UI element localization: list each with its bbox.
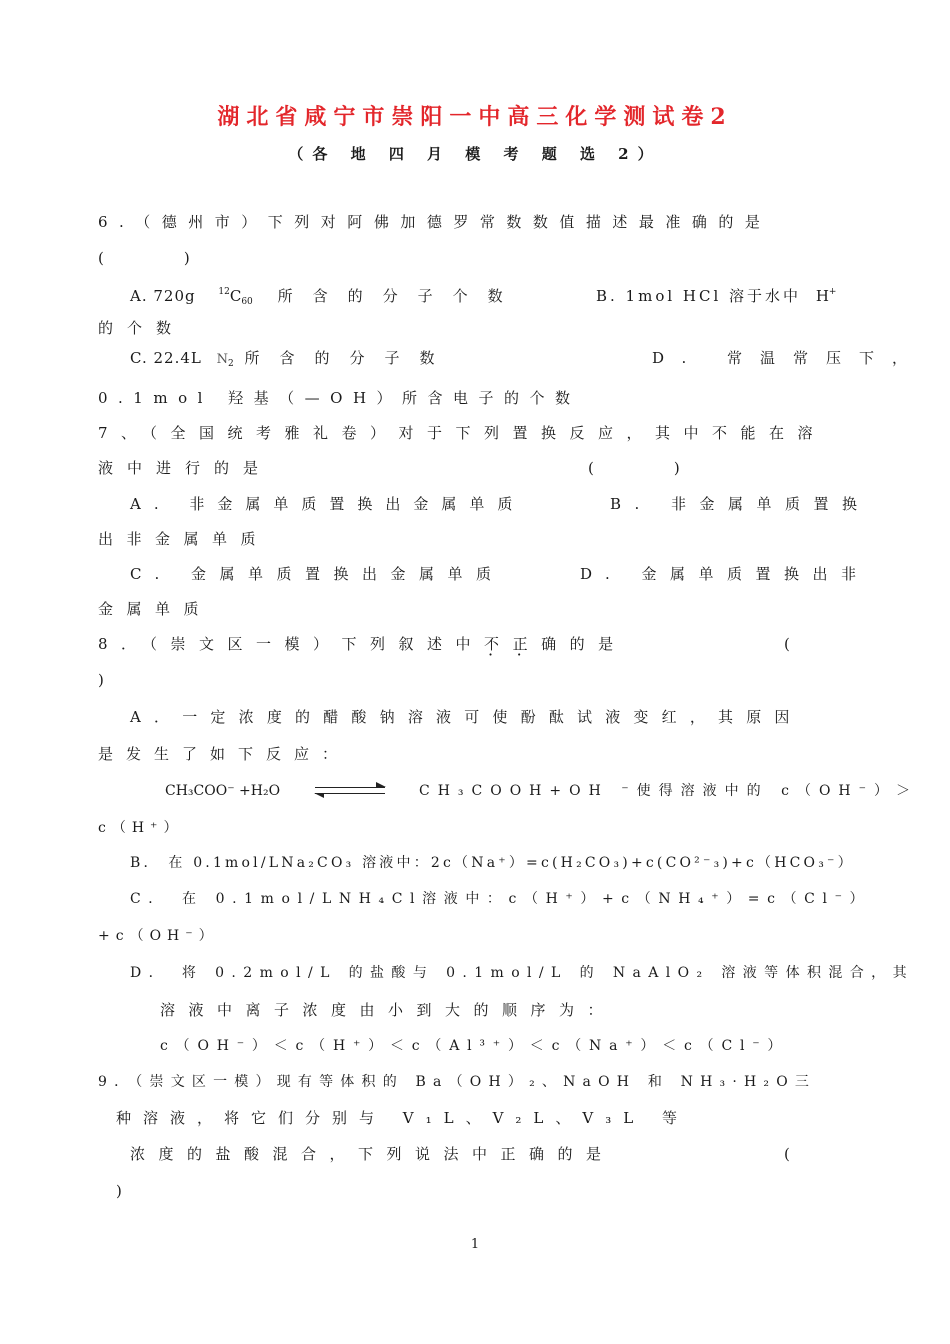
q9-paren-left: (	[784, 1145, 790, 1163]
q7-option-c: C. 金属单质置换出金属单质	[130, 565, 505, 583]
q6-answer-paren: ( )	[98, 249, 194, 267]
q7-option-b-cont: 出非金属单质	[98, 530, 270, 548]
q8-option-d: D． 将 0.2mol/L 的盐酸与 0.1mol/L 的 NaAlO₂ 溶液等体积混合，其	[130, 965, 914, 981]
q7-option-b: B. 非金属单质置换	[610, 495, 871, 513]
q8-option-a-cont: 是发生了如下反应：	[98, 745, 351, 763]
q8-equation: CH₃COO⁻ +H₂O CH₃COOH+OH ⁻使得溶液中的 c（OH⁻）＞	[165, 783, 919, 799]
q8-emphasis-bu: 不	[484, 635, 513, 653]
q6-stem: 6.（德州市）下列对阿佛加德罗常数数值描述最准确的是	[98, 213, 772, 231]
q6-option-a: A. 720g $^{12}C_{60}$ 所含的分子个数	[130, 287, 523, 307]
q6-option-d: D. 常温常压下，	[652, 349, 926, 367]
q6-option-b: B. 1mol HCl 溶于水中 H+	[596, 287, 837, 305]
q8-emphasis-zheng: 正	[512, 635, 542, 653]
q9-paren-right: )	[116, 1182, 122, 1200]
q8-option-d-cont: 溶液中离子浓度由小到大的顺序为：	[160, 1001, 617, 1019]
document-subtitle: （各 地 四 月 模 考 题 选 2）	[288, 145, 662, 163]
q8-paren-left: (	[784, 635, 790, 653]
q7-answer-paren: ( )	[588, 459, 684, 477]
q7-stem: 7、（全国统考雅礼卷）对于下列置换反应，其中不能在溶	[98, 424, 827, 442]
page-number: 1	[470, 1237, 480, 1252]
q6-option-d-cont: 0.1mol 羟基（—OH）所含电子的个数	[98, 389, 581, 407]
q7-option-d-cont: 金属单质	[98, 600, 213, 618]
document-title: 湖北省咸宁市崇阳一中高三化学测试卷2	[217, 104, 733, 130]
q6-option-c: C. 22.4L $N_2$ 所含的分子数	[130, 349, 455, 369]
q7-option-a: A. 非金属单质置换出金属单质	[130, 495, 526, 513]
equilibrium-arrow-icon	[315, 785, 385, 797]
q8-option-d-order: c（OH⁻）＜c（H⁺）＜c（Al³⁺）＜c（Na⁺）＜c（Cl⁻）	[160, 1038, 790, 1054]
q8-paren-right: )	[98, 671, 104, 689]
q8-option-c-cont: +c（OH⁻）	[98, 928, 219, 944]
q8-stem: 8．（崇文区一模）下列叙述中不正确的是	[98, 635, 627, 653]
q7-option-d: D. 金属单质置换出非	[580, 565, 870, 583]
q9-stem: 9．（崇文区一模）现有等体积的 Ba（OH）₂、NaOH 和 NH₃·H₂O三	[98, 1074, 817, 1090]
q8-option-a: A．一定浓度的醋酸钠溶液可使酚酞试液变红，其原因	[130, 708, 803, 726]
q8-option-c: C． 在 0.1mol/LNH₄Cl溶液中：c（H⁺）+c（NH₄⁺）=c（Cl⁻）	[130, 891, 872, 907]
q9-stem-cont2: 浓度的盐酸混合，下列说法中正确的是	[130, 1145, 615, 1163]
q7-stem-cont: 液中进行的是	[98, 459, 273, 477]
q6-option-b-cont: 的个数	[98, 319, 186, 337]
q8-option-a-end: c（H⁺）	[98, 820, 184, 836]
q8-option-b: B． 在 0.1mol/LNa₂CO₃ 溶液中：2c（Na⁺）=c(H₂CO₃)+c(CO²⁻₃)+c（HCO₃⁻）	[130, 855, 855, 871]
q9-stem-cont: 种溶液，将它们分别与 V₁L、V₂L、V₃L 等	[116, 1109, 689, 1127]
